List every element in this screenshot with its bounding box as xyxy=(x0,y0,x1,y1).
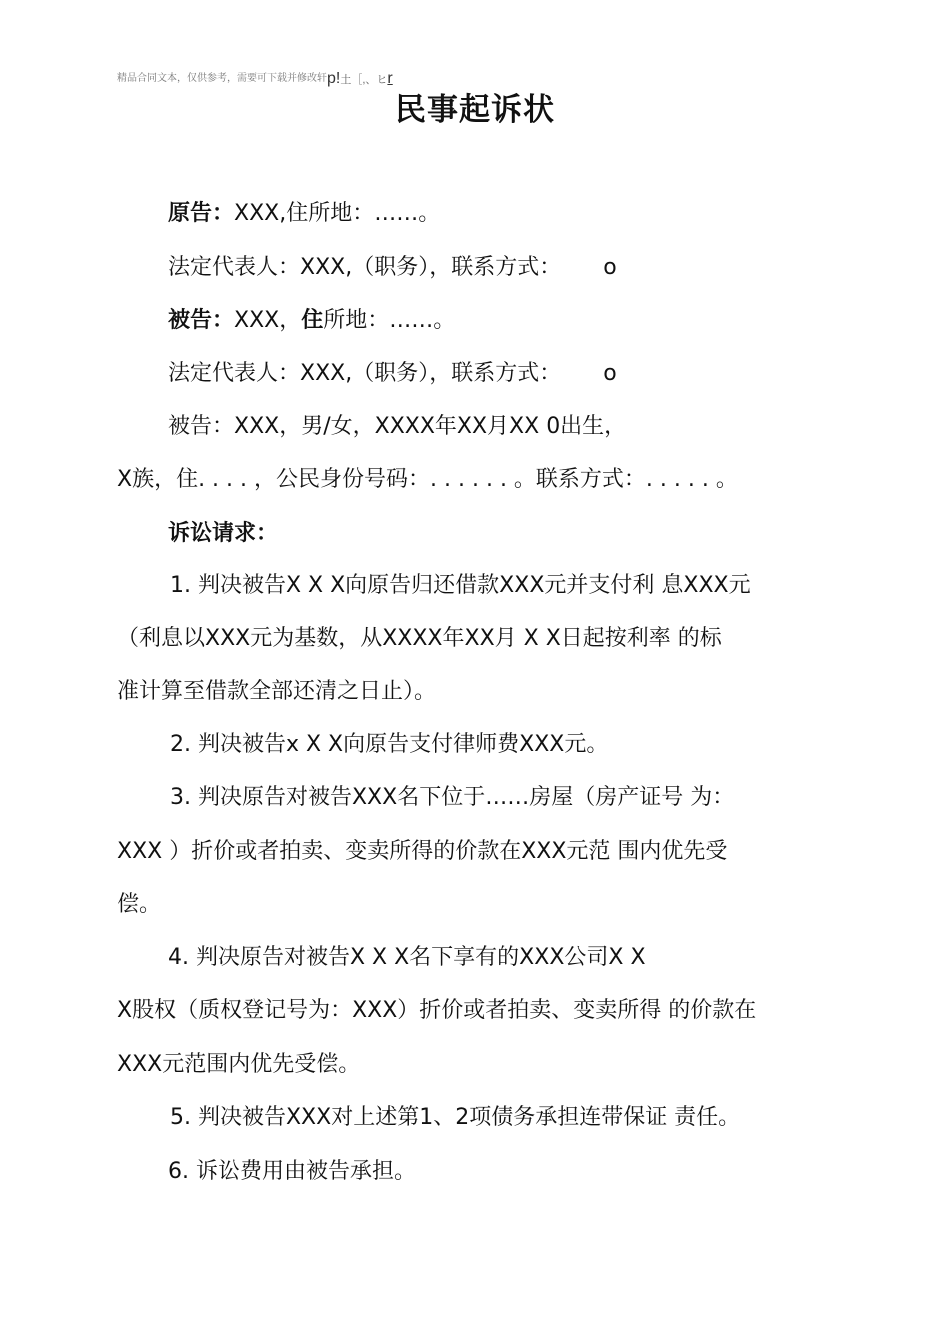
defendant2-line1: 被告：XXX，男/女，XXXX年XX月XX 0出生， xyxy=(168,414,627,439)
claims-heading: 诉讼请求： xyxy=(168,521,279,546)
defendant1-label: 被告： xyxy=(168,308,235,333)
claim-1-line3: 准计算至借款全部还清之日止）。 xyxy=(117,679,437,704)
defendant1-line xyxy=(168,305,455,337)
header-garble-2: 土［,、ヒ xyxy=(340,74,388,86)
header-garble-1: p! xyxy=(327,70,341,87)
plaintiff-rep-text: 法定代表人：XXX,（职务），联系方式： xyxy=(168,255,562,280)
header-note-text: 精品合同文本，仅供参考，需要可下载并修改轩 xyxy=(117,73,327,84)
plaintiff-rep-line xyxy=(168,252,617,284)
claim-1-line2: （利息以XXX元为基数，从XXXX年XX月 X X日起按利率 的标 xyxy=(117,626,722,651)
defendant1-rep-tail: o xyxy=(603,361,617,386)
claim-3-line3: 偿。 xyxy=(117,892,162,917)
defendant1-rep-line xyxy=(168,358,617,390)
claim-5-line1: 5. 判决被告XXX对上述第1、2项债务承担连带保证 责任。 xyxy=(170,1105,741,1130)
defendant2-line2: X族，住. . . . ，公民身份号码：. . . . . . 。联系方式：. . . . . 。 xyxy=(117,467,738,492)
defendant1-text1: XXX， xyxy=(234,308,302,333)
header-garble-3: r xyxy=(387,70,393,87)
plaintiff-line xyxy=(168,198,440,230)
claim-2-line1: 2. 判决被告x X X向原告支付律师费XXX元。 xyxy=(170,732,609,757)
defendant1-bold-char: 住 xyxy=(301,308,324,333)
plaintiff-label: 原告： xyxy=(168,201,235,226)
defendant1-rep-text: 法定代表人：XXX,（职务），联系方式： xyxy=(168,361,562,386)
plaintiff-text: XXX,住所地：……。 xyxy=(234,201,441,226)
header-note xyxy=(117,70,393,89)
claim-4-line2: X股权（质权登记号为：XXX）折价或者拍卖、变卖所得 的价款在 xyxy=(117,998,757,1023)
claim-4-line3: XXX元范围内优先受偿。 xyxy=(117,1052,361,1077)
claim-1-line1: 1. 判决被告X X X向原告归还借款XXX元并支付利 息XXX元 xyxy=(170,573,751,598)
plaintiff-rep-tail: o xyxy=(603,255,617,280)
claim-3-line1: 3. 判决原告对被告XXX名下位于……房屋（房产证号 为： xyxy=(170,785,735,810)
claim-6-line1: 6. 诉讼费用由被告承担。 xyxy=(168,1159,416,1184)
document-title: 民事起诉状 xyxy=(395,92,555,128)
claim-3-line2: XXX ）折价或者拍卖、变卖所得的价款在XXX元范 围内优先受 xyxy=(117,839,728,864)
claim-4-line1: 4. 判决原告对被告X X X名下享有的XXX公司X X xyxy=(168,945,646,970)
defendant1-text2: 所地：……。 xyxy=(323,308,456,333)
